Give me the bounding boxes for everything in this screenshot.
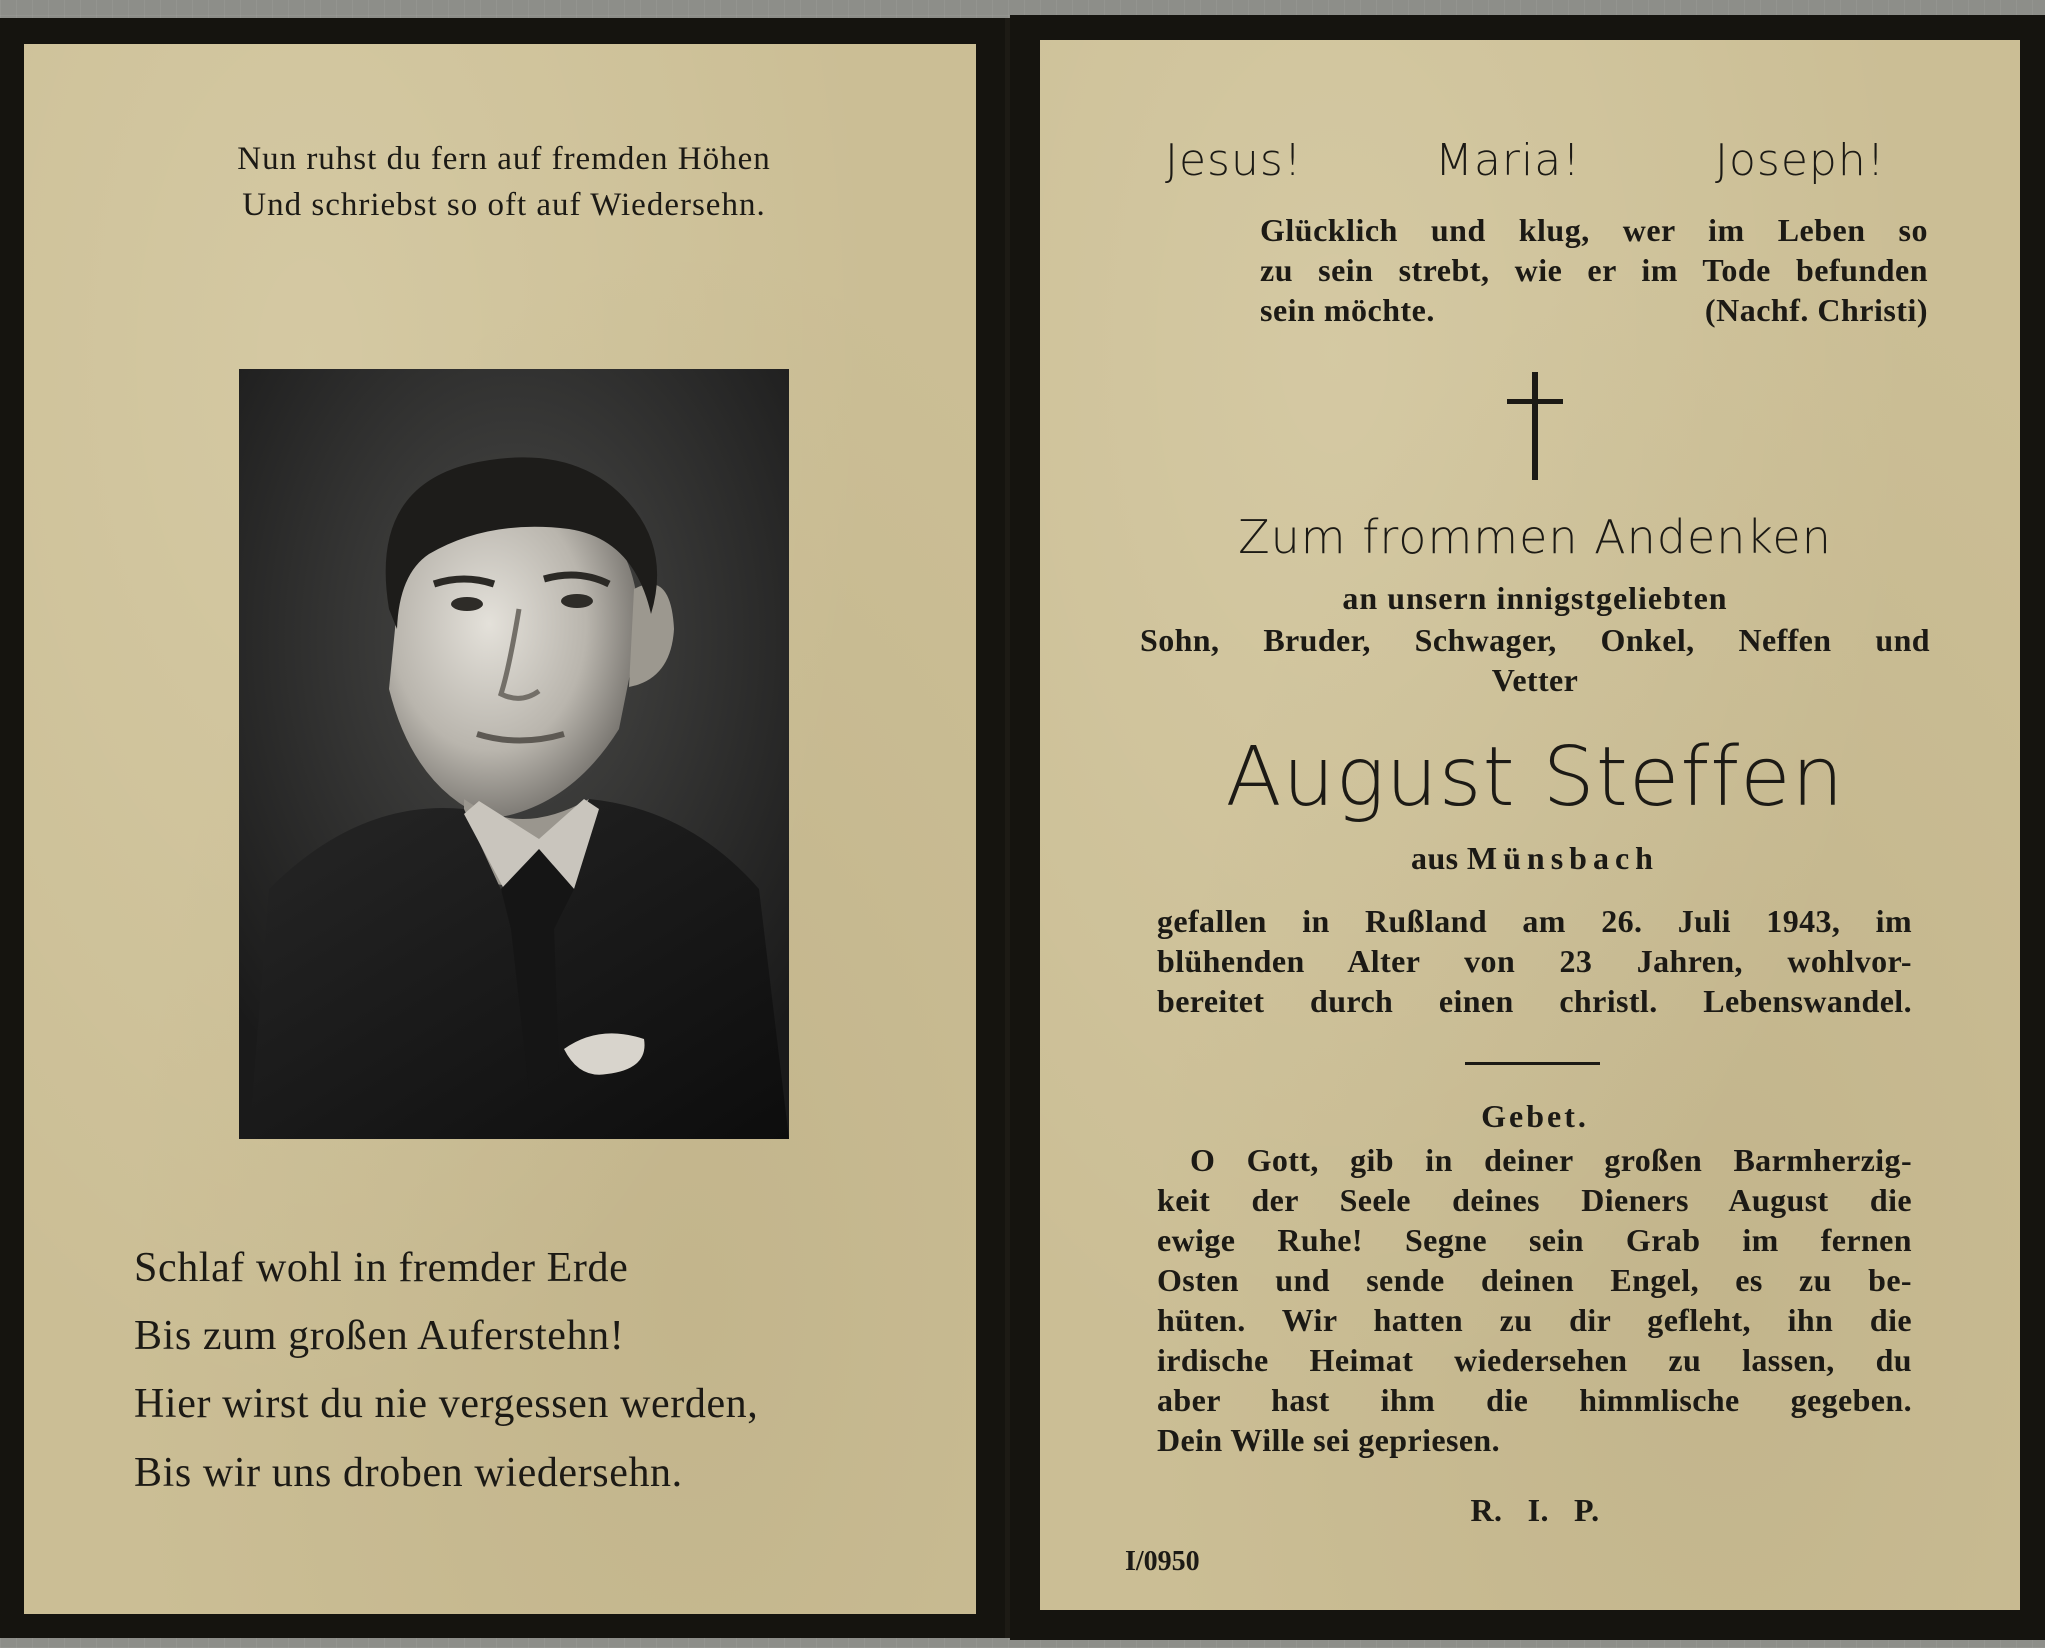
prayer-line-4: Osten und sende deinen Engel, es zu be-	[1157, 1262, 1912, 1298]
death-line-3: bereitet durch einen christl. Lebenswandel.	[1157, 983, 1912, 1019]
bottom-verse-line-1: Schlaf wohl in fremder Erde	[134, 1245, 629, 1291]
rip-text: R. I. P.	[1470, 1492, 1600, 1528]
prayer-line-5: hüten. Wir hatten zu dir gefleht, ihn die	[1157, 1302, 1912, 1338]
prayer-line-7: aber hast ihm die himmlische gegeben.	[1157, 1382, 1912, 1418]
quote-line-1: Glücklich und klug, wer im Leben so	[1260, 212, 1928, 248]
prayer-line-2: keit der Seele deines Dieners August die	[1157, 1182, 1912, 1218]
relations-line-1: Sohn, Bruder, Schwager, Onkel, Neffen und	[1140, 622, 1930, 658]
portrait-photo	[239, 369, 789, 1139]
left-card	[24, 44, 976, 1614]
memorial-subheading: an unsern innigstgeliebten	[1342, 580, 1728, 616]
cross-icon	[1507, 372, 1563, 480]
origin-line	[1040, 840, 2020, 877]
deceased-name: August Steffen	[1225, 730, 1845, 825]
top-verse-line-1: Nun ruhst du fern auf fremden Höhen	[237, 141, 771, 177]
prayer-line-3: ewige Ruhe! Segne sein Grab im fernen	[1157, 1222, 1912, 1258]
quote-line-3: sein möchte.	[1260, 292, 1435, 328]
bottom-verse-line-2: Bis zum großen Auferstehn!	[134, 1313, 625, 1359]
card-number: I/0950	[1125, 1546, 1200, 1577]
right-card	[1040, 40, 2020, 1610]
top-verse-line-2: Und schriebst so oft auf Wiedersehn.	[242, 187, 766, 223]
portrait-image	[239, 369, 789, 1139]
death-line-1: gefallen in Rußland am 26. Juli 1943, im	[1157, 903, 1912, 939]
invocation-jesus: Jesus!	[1165, 135, 1303, 186]
invocation-joseph: Joseph!	[1715, 135, 1886, 186]
origin-prefix: aus	[1411, 840, 1459, 876]
quote-source: (Nachf. Christi)	[1704, 292, 1928, 328]
prayer-title: Gebet.	[1481, 1098, 1589, 1134]
prayer-line-6: irdische Heimat wiedersehen zu lassen, du	[1157, 1342, 1912, 1378]
prayer-line-8: Dein Wille sei gepriesen.	[1157, 1422, 1501, 1458]
section-divider	[1465, 1062, 1600, 1065]
quote-line-2: zu sein strebt, wie er im Tode befunden	[1260, 252, 1928, 288]
origin-place: Münsbach	[1466, 840, 1659, 876]
prayer-line-1: O Gott, gib in deiner großen Barmherzig-	[1190, 1142, 1912, 1178]
relations-line-2: Vetter	[1491, 662, 1579, 698]
memorial-heading: Zum frommen Andenken	[1238, 510, 1832, 564]
invocation-maria: Maria!	[1435, 135, 1581, 186]
bottom-verse-line-4: Bis wir uns droben wiedersehn.	[134, 1450, 683, 1496]
bottom-verse-line-3: Hier wirst du nie vergessen werden,	[134, 1381, 759, 1427]
death-line-2: blühenden Alter von 23 Jahren, wohlvor-	[1157, 943, 1912, 979]
